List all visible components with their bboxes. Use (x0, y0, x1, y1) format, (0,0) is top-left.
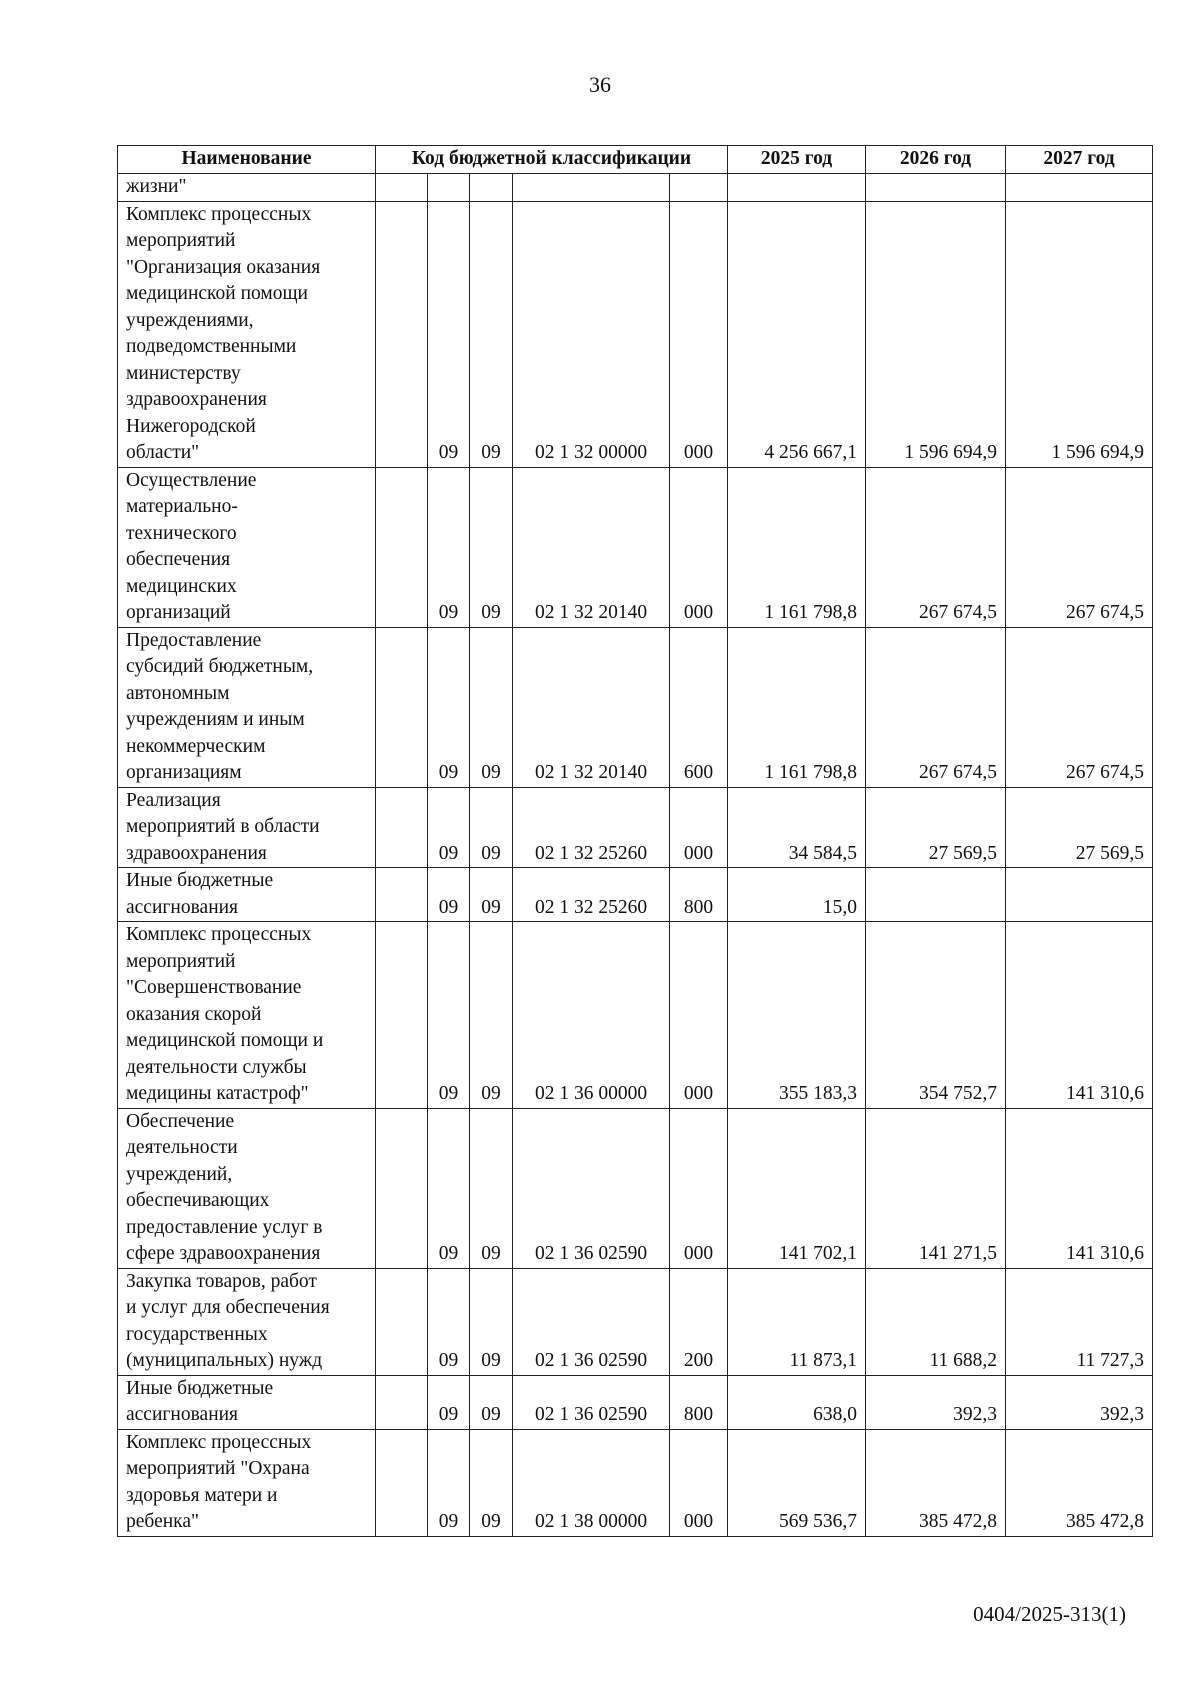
cell-code-target: 02 1 36 00000 (513, 922, 670, 1109)
cell-code-subsection: 09 (470, 1429, 513, 1536)
table-row (118, 1429, 1153, 1536)
cell-name: Комплекс процессных мероприятий "Организация оказания медицинской помощи учреждениями, подведомственными министерству здравоохранения Нижегородской области" (118, 201, 376, 467)
table-row (118, 174, 1153, 202)
table-body (118, 174, 1153, 1537)
cell-code-expense-type: 200 (670, 1268, 728, 1375)
cell-code-target: 02 1 32 00000 (513, 201, 670, 467)
cell-code-expense-type: 800 (670, 868, 728, 922)
cell-code-section: 09 (428, 868, 470, 922)
cell-2025: 141 702,1 (728, 1108, 866, 1268)
cell-2026: 267 674,5 (866, 627, 1006, 787)
cell-name: Предоставление субсидий бюджетным, автономным учреждениям и иным некоммерческим организациям (118, 627, 376, 787)
table-row (118, 868, 1153, 922)
header-2027: 2027 год (1006, 146, 1153, 174)
table-header (118, 146, 1153, 174)
cell-code-subsection (470, 174, 513, 202)
cell-2026 (866, 174, 1006, 202)
cell-2025: 15,0 (728, 868, 866, 922)
cell-code-admin (376, 174, 428, 202)
cell-code-section: 09 (428, 467, 470, 627)
cell-code-section: 09 (428, 1429, 470, 1536)
budget-table (117, 145, 1153, 1537)
cell-2027 (1006, 174, 1153, 202)
cell-code-expense-type: 000 (670, 467, 728, 627)
cell-2026: 1 596 694,9 (866, 201, 1006, 467)
cell-code-subsection: 09 (470, 922, 513, 1109)
table-row (118, 1375, 1153, 1429)
cell-code-subsection: 09 (470, 787, 513, 868)
cell-code-subsection: 09 (470, 1268, 513, 1375)
cell-2026: 27 569,5 (866, 787, 1006, 868)
cell-2025: 11 873,1 (728, 1268, 866, 1375)
cell-code-admin (376, 922, 428, 1109)
page-number: 36 (589, 72, 611, 97)
cell-2025 (728, 174, 866, 202)
cell-code-admin (376, 1108, 428, 1268)
cell-2025: 1 161 798,8 (728, 627, 866, 787)
cell-code-target: 02 1 36 02590 (513, 1268, 670, 1375)
cell-2027: 141 310,6 (1006, 922, 1153, 1109)
table-row (118, 1268, 1153, 1375)
cell-code-expense-type: 000 (670, 787, 728, 868)
cell-2026: 385 472,8 (866, 1429, 1006, 1536)
cell-code-subsection: 09 (470, 868, 513, 922)
cell-code-target: 02 1 32 20140 (513, 627, 670, 787)
cell-code-admin (376, 1429, 428, 1536)
cell-code-target: 02 1 32 25260 (513, 787, 670, 868)
cell-2027: 141 310,6 (1006, 1108, 1153, 1268)
table-row (118, 201, 1153, 467)
table-row (118, 627, 1153, 787)
cell-2025: 4 256 667,1 (728, 201, 866, 467)
header-budget-code: Код бюджетной классификации (376, 146, 728, 174)
cell-2027: 392,3 (1006, 1375, 1153, 1429)
cell-code-target (513, 174, 670, 202)
cell-name: Комплекс процессных мероприятий "Охрана здоровья матери и ребенка" (118, 1429, 376, 1536)
cell-name: жизни" (118, 174, 376, 202)
cell-code-expense-type: 000 (670, 1108, 728, 1268)
cell-code-section: 09 (428, 922, 470, 1109)
cell-code-section: 09 (428, 787, 470, 868)
cell-2026: 11 688,2 (866, 1268, 1006, 1375)
cell-code-section: 09 (428, 1375, 470, 1429)
cell-code-admin (376, 1268, 428, 1375)
cell-code-subsection: 09 (470, 1375, 513, 1429)
cell-code-expense-type: 000 (670, 1429, 728, 1536)
cell-2025: 569 536,7 (728, 1429, 866, 1536)
header-2026: 2026 год (866, 146, 1006, 174)
cell-code-section: 09 (428, 1268, 470, 1375)
cell-name: Иные бюджетные ассигнования (118, 1375, 376, 1429)
cell-code-admin (376, 201, 428, 467)
cell-code-expense-type: 600 (670, 627, 728, 787)
cell-code-expense-type: 000 (670, 922, 728, 1109)
cell-2026: 392,3 (866, 1375, 1006, 1429)
cell-2027: 267 674,5 (1006, 467, 1153, 627)
cell-code-target: 02 1 36 02590 (513, 1375, 670, 1429)
cell-2025: 1 161 798,8 (728, 467, 866, 627)
cell-name: Комплекс процессных мероприятий "Совершенствование оказания скорой медицинской помощи и деятельности службы медицины катастроф" (118, 922, 376, 1109)
cell-2025: 34 584,5 (728, 787, 866, 868)
table-row (118, 787, 1153, 868)
cell-code-target: 02 1 32 25260 (513, 868, 670, 922)
cell-2025: 355 183,3 (728, 922, 866, 1109)
cell-code-target: 02 1 38 00000 (513, 1429, 670, 1536)
cell-name: Реализация мероприятий в области здравоохранения (118, 787, 376, 868)
cell-name: Обеспечение деятельности учреждений, обеспечивающих предоставление услуг в сфере здравоохранения (118, 1108, 376, 1268)
cell-2027: 11 727,3 (1006, 1268, 1153, 1375)
cell-code-expense-type (670, 174, 728, 202)
cell-name: Иные бюджетные ассигнования (118, 868, 376, 922)
table-row (118, 1108, 1153, 1268)
cell-code-subsection: 09 (470, 201, 513, 467)
cell-code-section: 09 (428, 627, 470, 787)
cell-code-subsection: 09 (470, 467, 513, 627)
cell-code-expense-type: 800 (670, 1375, 728, 1429)
cell-2027 (1006, 868, 1153, 922)
cell-code-expense-type: 000 (670, 201, 728, 467)
cell-code-target: 02 1 32 20140 (513, 467, 670, 627)
cell-code-admin (376, 467, 428, 627)
document-code: 0404/2025-313(1) (973, 1602, 1126, 1626)
cell-2027: 385 472,8 (1006, 1429, 1153, 1536)
cell-code-section: 09 (428, 1108, 470, 1268)
header-2025: 2025 год (728, 146, 866, 174)
cell-code-admin (376, 1375, 428, 1429)
cell-2026: 141 271,5 (866, 1108, 1006, 1268)
table-row (118, 467, 1153, 627)
cell-name: Закупка товаров, работ и услуг для обеспечения государственных (муниципальных) нужд (118, 1268, 376, 1375)
table-row (118, 922, 1153, 1109)
cell-code-admin (376, 787, 428, 868)
cell-2027: 27 569,5 (1006, 787, 1153, 868)
cell-2025: 638,0 (728, 1375, 866, 1429)
cell-code-admin (376, 627, 428, 787)
cell-code-subsection: 09 (470, 1108, 513, 1268)
cell-2027: 267 674,5 (1006, 627, 1153, 787)
header-name: Наименование (118, 146, 376, 174)
cell-code-admin (376, 868, 428, 922)
cell-2027: 1 596 694,9 (1006, 201, 1153, 467)
cell-code-section (428, 174, 470, 202)
cell-2026: 354 752,7 (866, 922, 1006, 1109)
cell-code-section: 09 (428, 201, 470, 467)
cell-name: Осуществление материально- технического обеспечения медицинских организаций (118, 467, 376, 627)
cell-2026 (866, 868, 1006, 922)
cell-2026: 267 674,5 (866, 467, 1006, 627)
cell-code-target: 02 1 36 02590 (513, 1108, 670, 1268)
cell-code-subsection: 09 (470, 627, 513, 787)
